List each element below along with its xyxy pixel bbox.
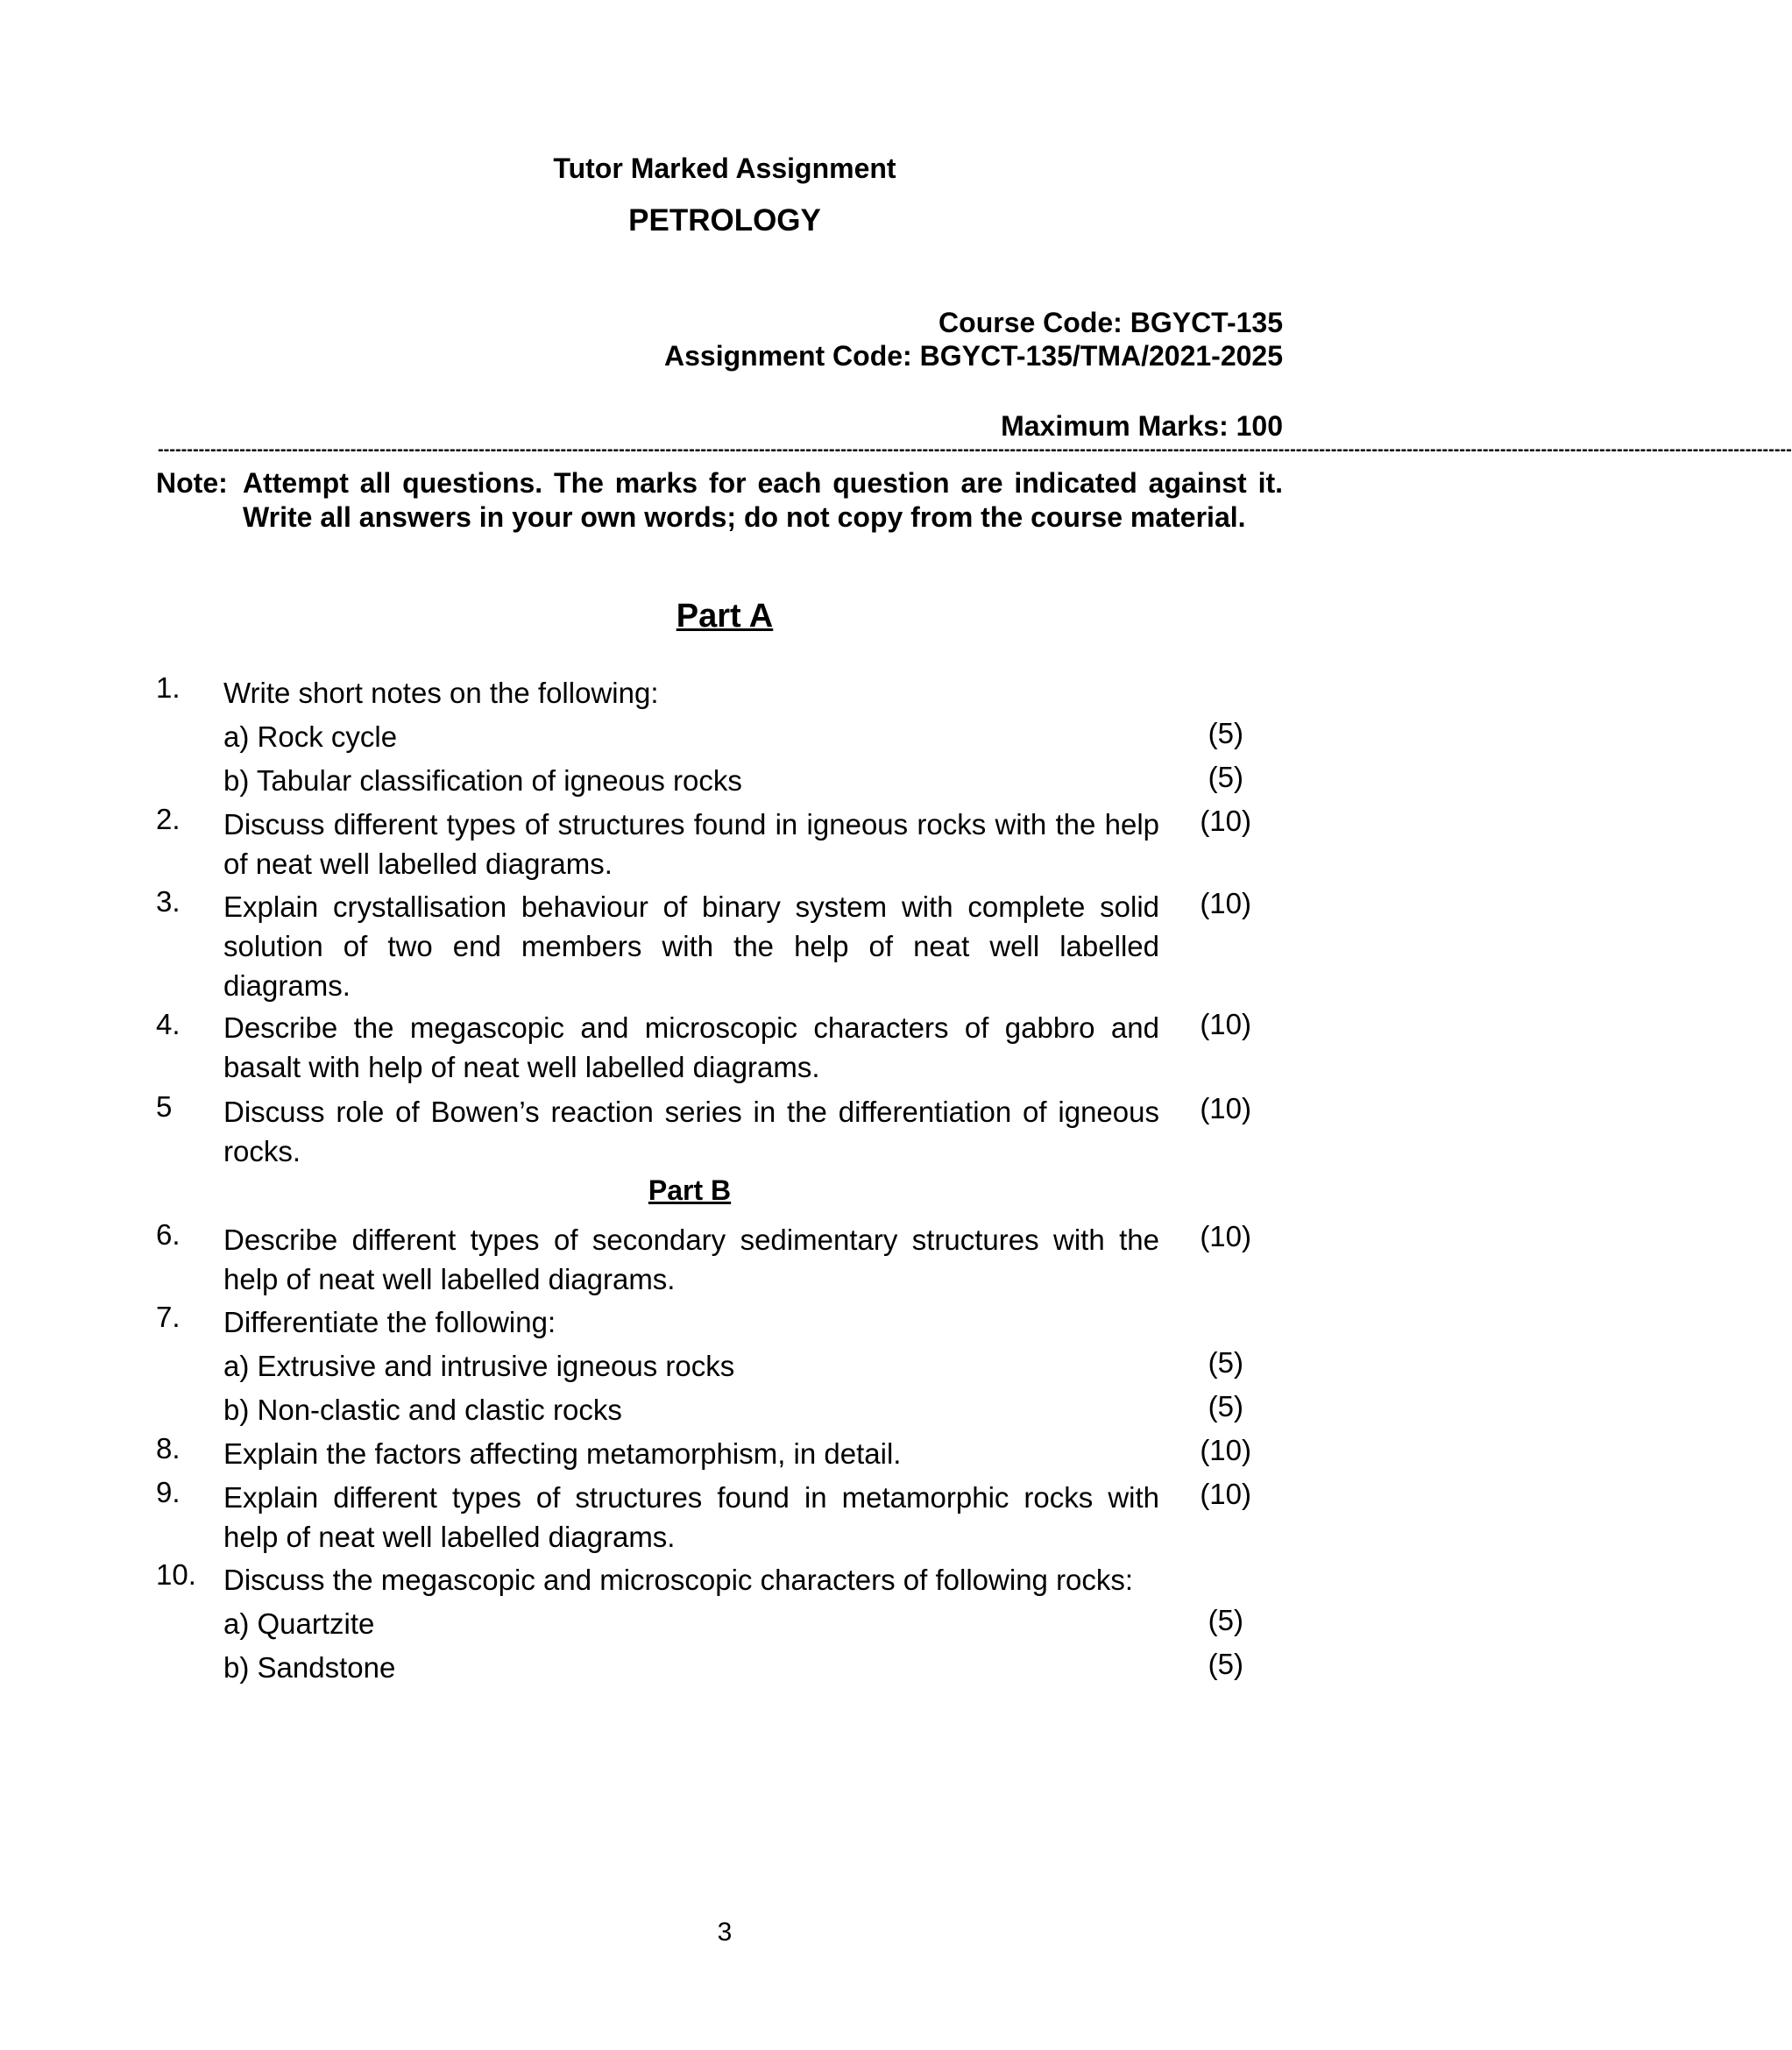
marks-label: (10) [1200,1478,1251,1510]
question-number: 5 [156,1090,173,1123]
document-title: Tutor Marked Assignment [553,153,896,184]
question-number: 1. [156,671,181,704]
question-text: Differentiate the following: [223,1306,556,1338]
assignment-code: Assignment Code: BGYCT-135/TMA/2021-2025 [664,340,1283,372]
question-text: Explain the factors affecting metamorphism, in detail. [223,1437,902,1470]
marks-label: (10) [1200,1434,1251,1466]
part-a-heading: Part A [676,598,774,635]
sub-question: b) Tabular classification of igneous rocks [223,764,742,797]
part-b-heading: Part B [648,1174,732,1206]
question-number: 9. [156,1476,181,1508]
sub-question: a) Rock cycle [223,720,398,753]
question-text: Write short notes on the following: [223,677,659,709]
sub-question: a) Extrusive and intrusive igneous rocks [223,1350,735,1382]
question-number: 10. [156,1558,196,1591]
marks-label: (10) [1200,1220,1251,1252]
maximum-marks: Maximum Marks: 100 [1001,410,1283,442]
page-number: 3 [717,1918,733,1947]
sub-question: b) Non-clastic and clastic rocks [223,1394,622,1426]
divider-line: ---------------------------------------------------------------------------------------------------------------------------------------------------------------------------------------------------------------------------------------------------------------------------------------- [158,440,1792,459]
note-text: Attempt all questions. The marks for each question are indicated against it. Write all answers in your own words; do not copy from the course material. [243,467,1283,533]
question-text: Explain crystallisation behaviour of binary system with complete solid solution of two end members with the help of neat well labelled diagrams. [223,890,1159,1002]
subject-title: PETROLOGY [628,203,821,238]
question-text: Discuss role of Bowen’s reaction series in the differentiation of igneous rocks. [223,1096,1159,1167]
marks-label: (10) [1200,1008,1251,1040]
marks-label: (5) [1208,1390,1243,1422]
question-text: Discuss the megascopic and microscopic characters of following rocks: [223,1564,1134,1596]
sub-question: b) Sandstone [223,1651,396,1684]
marks-label: (5) [1208,1648,1243,1680]
question-number: 7. [156,1301,181,1333]
question-text: Describe the megascopic and microscopic characters of gabbro and basalt with help of neat well labelled diagrams. [223,1011,1159,1083]
question-text: Discuss different types of structures found in igneous rocks with the help of neat well labelled diagrams. [223,808,1159,880]
marks-label: (5) [1208,1346,1243,1379]
question-number: 4. [156,1008,181,1040]
note-label: Note: [156,467,228,499]
question-number: 8. [156,1432,181,1465]
marks-label: (10) [1200,887,1251,919]
marks-label: (5) [1208,761,1243,793]
course-code: Course Code: BGYCT-135 [938,307,1283,338]
question-number: 2. [156,803,181,835]
sub-question: a) Quartzite [223,1607,375,1640]
instructions-note [156,466,1283,535]
question-number: 3. [156,885,181,918]
question-text: Explain different types of structures found in metamorphic rocks with help of neat well labelled diagrams. [223,1481,1159,1553]
question-text: Describe different types of secondary sedimentary structures with the help of neat well labelled diagrams. [223,1224,1159,1295]
marks-label: (5) [1208,1604,1243,1636]
marks-label: (5) [1208,717,1243,749]
question-number: 6. [156,1218,181,1251]
marks-label: (10) [1200,805,1251,837]
marks-label: (10) [1200,1092,1251,1124]
